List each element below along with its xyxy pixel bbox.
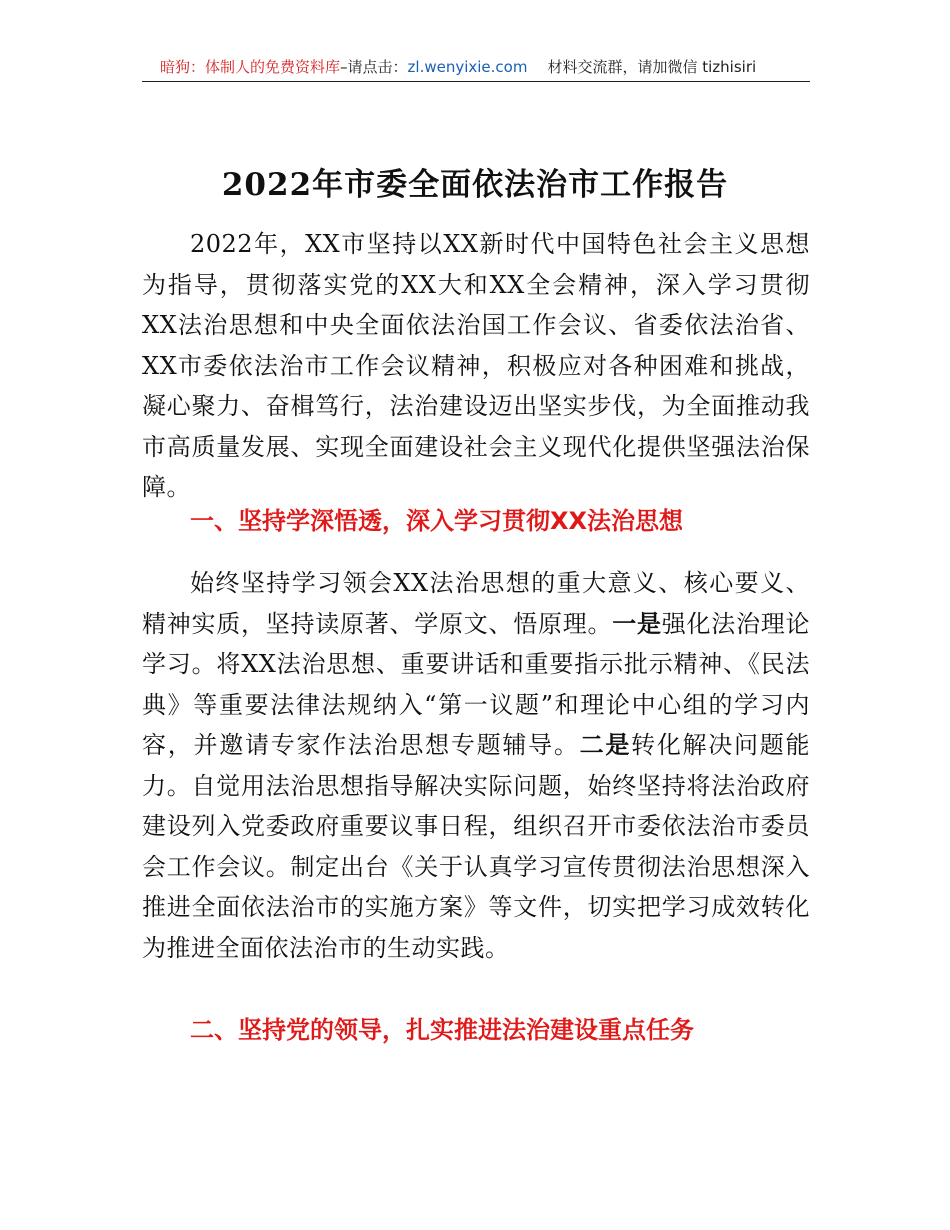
document-title: 2022年市委全面依法治市工作报告 xyxy=(221,166,729,203)
header-contact: 材料交流群，请加微信 tizhisiri xyxy=(547,58,757,76)
section-1-point-2-label: 二是 xyxy=(579,730,632,759)
intro-paragraph: 2022年，XX市坚持以XX新时代中国特色社会主义思想为指导，贯彻落实党的XX大和XX全会精神，深入学习贯彻XX法治思想和中央全面依法治国工作会议、省委依法治省、XX市委依法治市工作会议精神，积极应对各种困难和挑战，凝心聚力、奋楫笃行，法治建设迈出坚实步伐，为全面推动我市高质量发展、实现全面建设社会主义现代化提供坚强法治保障。 xyxy=(142,230,810,501)
header-url-link[interactable]: zl.wenyixie.com xyxy=(407,58,528,76)
section-heading-1: 一、坚持学深悟透，深入学习贯彻XX法治思想 xyxy=(190,507,684,535)
page-header xyxy=(142,56,810,82)
section-heading-2: 二、坚持党的领导，扎实推进法治建设重点任务 xyxy=(190,1016,694,1044)
section-1-text-b: 强化法治理论学习。将XX法治思想、重要讲话和重要指示批示精神、《民法典》等重要法律法规纳入“第一议题”和理论中心组的学习内容，并邀请专家作法治思想专题辅导。 xyxy=(142,609,810,759)
section-1-paragraph xyxy=(142,563,810,968)
section-1-point-1-label: 一是 xyxy=(612,608,662,638)
header-prompt: –请点击： xyxy=(340,58,408,76)
section-1-text-c: 转化解决问题能力。自觉用法治思想指导解决实际问题，始终坚持将法治政府建设列入党委政府重要议事日程，组织召开市委依法治市委员会工作会议。制定出台《关于认真学习宣传贯彻法治思想深入推进全面依法治市的实施方案》等文件，切实把学习成效转化为推进全面依法治市的生动实践。 xyxy=(142,731,811,962)
section-1-text-a: 始终坚持学习领会XX法治思想的重大意义、核心要义、精神实质，坚持读原著、学原文、悟原理。 xyxy=(142,569,810,638)
header-site-name: 暗狗：体制人的免费资料库 xyxy=(160,58,341,76)
